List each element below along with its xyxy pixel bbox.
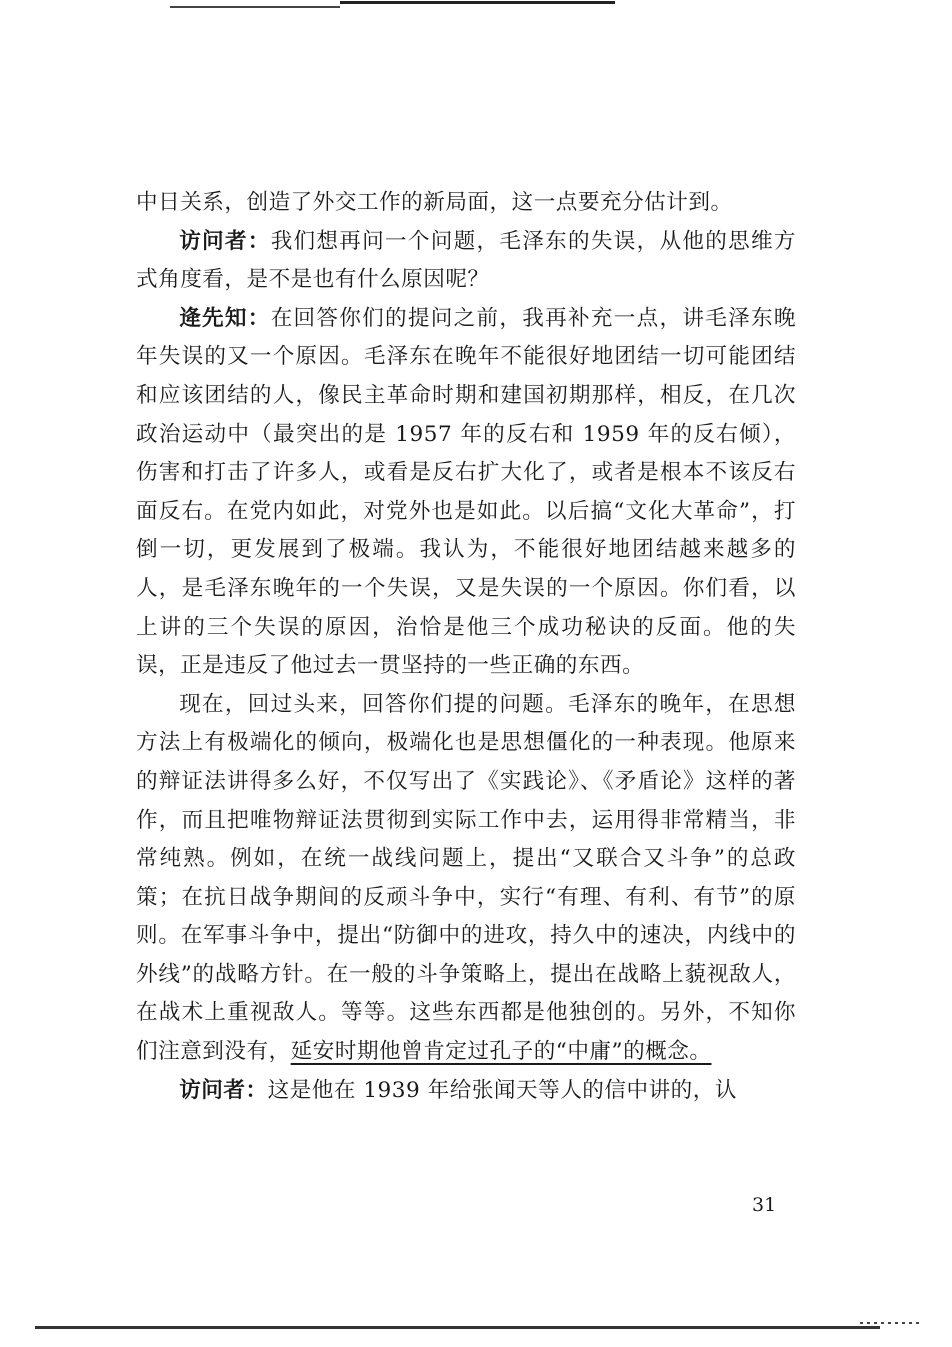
body-text [136, 184, 796, 1110]
paragraph-3 [136, 300, 796, 686]
speaker-pang-xianzhi: 逄先知： [179, 305, 271, 331]
paragraph-5 [136, 1072, 796, 1111]
scan-edge-bottom-dots [860, 1322, 920, 1324]
paragraph-3-text: 在回答你们的提问之前，我再补充一点，讲毛泽东晚年失误的又一个原因。毛泽东在晚年不能很好地团结一切可能团结和应该团结的人，像民主革命时期和建国初期那样，相反，在几次政治运动中（最突出的是 1957 年的反右和 1959 年的反右倾），伤害和打击了许多人，或看是反右扩大化了，或者是根本不该反右面反右。在党内如此，对党外也是如此。以后搞“文化大革命”，打倒一切，更发展到了极端。我认为，不能很好地团结越来越多的人，是毛泽东晚年的一个失误，又是失误的一个原因。你们看，以上讲的三个失误的原因，治恰是他三个成功秘诀的反面。他的失误，正是违反了他过去一贯坚持的一些正确的东西。 [136, 305, 796, 679]
scan-edge-top-left [170, 6, 340, 8]
paragraph-2 [136, 223, 796, 300]
paragraph-5-text: 这是他在 1939 年给张闻天等人的信中讲的，认 [267, 1077, 737, 1103]
paragraph-4 [136, 686, 796, 1072]
underlined-passage: 延安时期他曾肯定过孔子的“中庸”的概念。 [290, 1039, 712, 1065]
page-number: 31 [752, 1194, 777, 1216]
speaker-interviewer: 访问者： [179, 228, 271, 254]
scan-edge-top [340, 1, 615, 4]
paragraph-2-text: 我们想再问一个问题，毛泽东的失误，从他的思维方式角度看，是不是也有什么原因呢？ [136, 228, 796, 293]
scan-edge-bottom [35, 1326, 880, 1329]
speaker-interviewer-2: 访问者： [179, 1077, 268, 1103]
paragraph-1 [136, 184, 796, 223]
paragraph-1-text: 中日关系，创造了外交工作的新局面，这一点要充分估计到。 [136, 190, 733, 215]
paragraph-4-text: 现在，回过头来，回答你们提的问题。毛泽东的晚年，在思想方法上有极端化的倾向，极端化也是思想僵化的一种表现。他原来的辩证法讲得多么好，不仅写出了《实践论》、《矛盾论》这样的著作，而且把唯物辩证法贯彻到实际工作中去，运用得非常精当，非常纯熟。例如，在统一战线问题上，提出“又联合又斗争”的总政策；在抗日战争期间的反顽斗争中，实行“有理、有利、有节”的原则。在军事斗争中，提出“防御中的进攻，持久中的速决，内线中的外线”的战略方针。在一般的斗争策略上，提出在战略上藐视敌人，在战术上重视敌人。等等。这些东西都是他独创的。另外，不知你们注意到没有， [136, 691, 796, 1065]
